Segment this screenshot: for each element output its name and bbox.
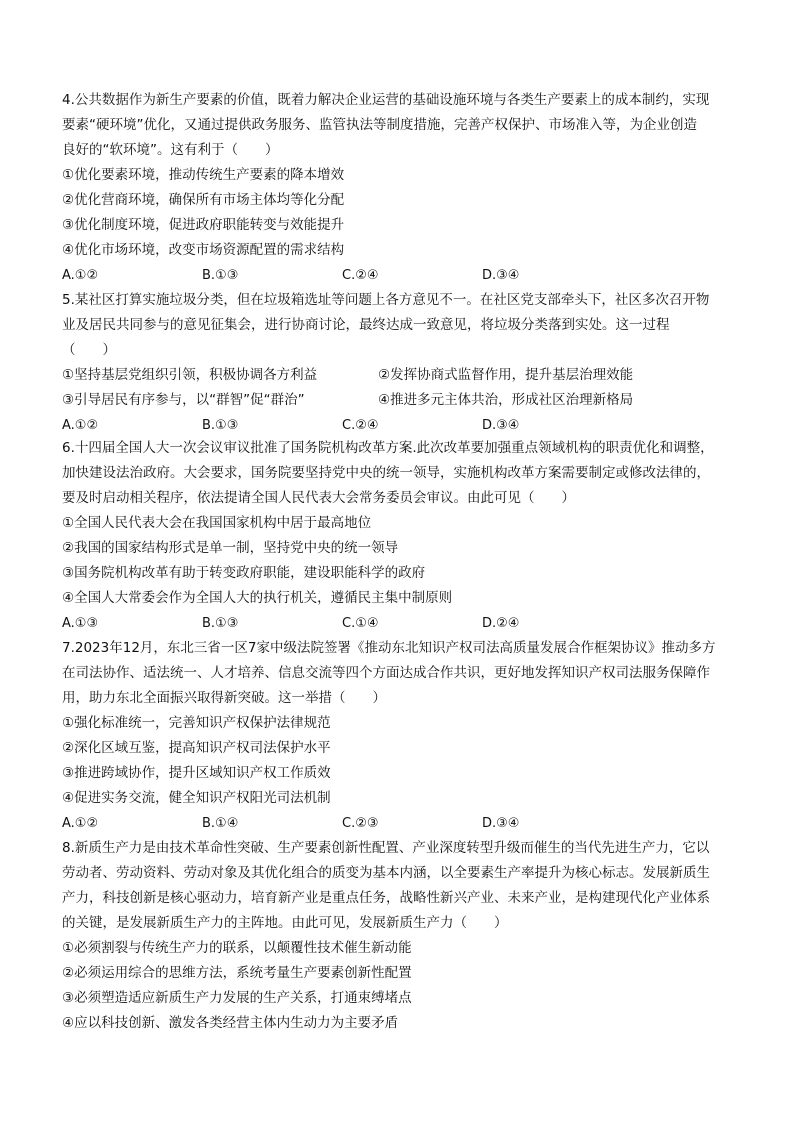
statement: ④推进多元主体共治，形成社区治理新格局 [378, 392, 634, 408]
option-d: D.③④ [482, 816, 520, 831]
question-stem-line: 加快建设法治政府。大会要求，国务院要坚持党中央的统一领导，实施机构改革方案需要制定或修改法律的， [62, 465, 710, 481]
option-c: C.②④ [342, 268, 379, 283]
question-stem-line: 4.公共数据作为新生产要素的价值，既着力解决企业运营的基础设施环境与各类生产要素上的成本制约，实现 [62, 92, 710, 108]
statement: ①全国人民代表大会在我国国家机构中居于最高地位 [62, 515, 372, 531]
answer-options [62, 413, 742, 438]
question-stem-line: 6.十四届全国人大一次会议审议批准了国务院机构改革方案.此次改革要加强重点领域机构的职责优化和调整， [62, 440, 714, 456]
statement: ④全国人大常委会作为全国人大的执行机关，遵循民主集中制原则 [62, 590, 453, 606]
statement: ④优化市场环境，改变市场资源配置的需求结构 [62, 242, 345, 258]
statement: ②深化区域互鉴，提高知识产权司法保护水平 [62, 740, 331, 756]
question-stem-line: 要及时启动相关程序，依法提请全国人民代表大会常务委员会审议。由此可见（ ） [62, 490, 575, 506]
question-stem-line: 要素“硬环境”优化，又通过提供政务服务、监管执法等制度措施，完善产权保护、市场准入等，为企业创造 [62, 117, 697, 133]
question-stem-line: （ ） [62, 342, 116, 358]
question-4 [62, 88, 742, 288]
option-c: C.②④ [342, 418, 379, 433]
statement: ②发挥协商式监督作用，提升基层治理效能 [378, 367, 634, 383]
question-stem-line: 7.2023年12月，东北三省一区7家中级法院签署《推动东北知识产权司法高质量发展合作框架协议》推动多方 [62, 640, 716, 656]
statement: ④应以科技创新、激发各类经营主体内生动力为主要矛盾 [62, 1015, 399, 1031]
statement: ①优化要素环境，推动传统生产要素的降本增效 [62, 167, 345, 183]
option-b: B.①④ [202, 816, 239, 831]
option-c: C.②③ [342, 816, 379, 831]
statement: ③国务院机构改革有助于转变政府职能，建设职能科学的政府 [62, 565, 426, 581]
question-7 [62, 636, 742, 836]
option-a: A.①③ [62, 616, 99, 631]
question-stem-line: 劳动者、劳动资料、劳动对象及其优化组合的质变为基本内涵，以全要素生产率提升为核心标志。发展新质生 [62, 865, 710, 881]
question-stem-line: 产力，科技创新是核心驱动力，培育新产业是重点任务，战略性新兴产业、未来产业，是构建现代化产业体系 [62, 890, 710, 906]
option-d: D.③④ [482, 268, 520, 283]
question-stem-line: 5.某社区打算实施垃圾分类，但在垃圾箱选址等问题上各方意见不一。在社区党支部牵头下，社区多次召开物 [62, 292, 710, 308]
option-a: A.①② [62, 418, 99, 433]
statement-row [62, 388, 742, 413]
question-6 [62, 436, 742, 636]
answer-options [62, 611, 742, 636]
question-stem-line: 良好的“软环境”。这有利于（ ） [62, 142, 279, 158]
answer-options [62, 263, 742, 288]
statement: ②必须运用综合的思维方法，系统考量生产要素创新性配置 [62, 965, 412, 981]
statement: ④促进实务交流，健全知识产权阳光司法机制 [62, 790, 331, 806]
question-stem-line: 用，助力东北全面振兴取得新突破。这一举措（ ） [62, 690, 386, 706]
statement: ①强化标准统一，完善知识产权保护法律规范 [62, 715, 331, 731]
option-b: B.①③ [202, 616, 239, 631]
question-stem-line: 的关键，是发展新质生产力的主阵地。由此可见，发展新质生产力（ ） [62, 915, 508, 931]
statement-row [62, 363, 742, 388]
option-a: A.①② [62, 816, 99, 831]
option-b: B.①③ [202, 418, 239, 433]
question-stem-line: 在司法协作、适法统一、人才培养、信息交流等四个方面达成合作共识，更好地发挥知识产权司法服务保障作 [62, 665, 710, 681]
statement: ①坚持基层党组织引领，积极协调各方利益 [62, 367, 318, 383]
option-b: B.①③ [202, 268, 239, 283]
statement: ③引导居民有序参与，以“群智”促“群治” [62, 392, 305, 408]
statement: ③优化制度环境，促进政府职能转变与效能提升 [62, 217, 345, 233]
question-5 [62, 288, 742, 438]
question-stem-line: 8.新质生产力是由技术革命性突破、生产要素创新性配置、产业深度转型升级而催生的当代先进生产力，它以 [62, 840, 710, 856]
option-d: D.②④ [482, 616, 520, 631]
option-c: C.①④ [342, 616, 379, 631]
statement: ①必须割裂与传统生产力的联系，以颠覆性技术催生新动能 [62, 940, 412, 956]
statement: ②我国的国家结构形式是单一制，坚持党中央的统一领导 [62, 540, 399, 556]
option-a: A.①② [62, 268, 99, 283]
question-stem-line: 业及居民共同参与的意见征集会，进行协商讨论，最终达成一致意见，将垃圾分类落到实处。这一过程 [62, 317, 670, 333]
question-8 [62, 836, 742, 1036]
option-d: D.③④ [482, 418, 520, 433]
statement: ③必须塑造适应新质生产力发展的生产关系，打通束缚堵点 [62, 990, 412, 1006]
statement: ②优化营商环境，确保所有市场主体均等化分配 [62, 192, 345, 208]
statement: ③推进跨域协作，提升区域知识产权工作质效 [62, 765, 331, 781]
answer-options [62, 811, 742, 836]
